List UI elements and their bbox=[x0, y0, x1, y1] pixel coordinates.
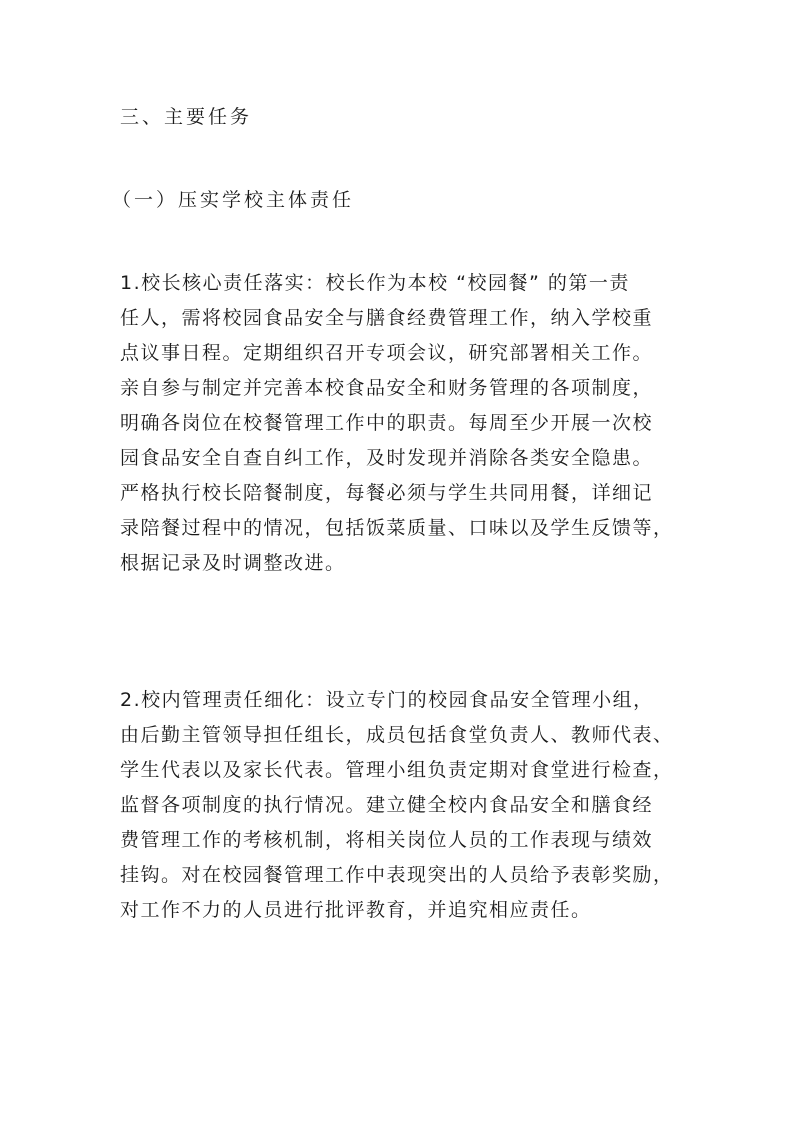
paragraph-line: 2.校内管理责任细化：设立专门的校园食品安全管理小组， bbox=[120, 689, 654, 711]
paragraph-line: 录陪餐过程中的情况，包括饭菜质量、口味以及学生反馈等， bbox=[120, 517, 674, 539]
paragraph-line: 监督各项制度的执行情况。建立健全校内食品安全和膳食经 bbox=[120, 794, 654, 816]
paragraph-line: 费管理工作的考核机制，将相关岗位人员的工作表现与绩效 bbox=[120, 829, 654, 851]
paragraph-line: 明确各岗位在校餐管理工作中的职责。每周至少开展一次校 bbox=[120, 412, 654, 434]
paragraph-line: 根据记录及时调整改进。 bbox=[120, 552, 346, 574]
paragraph-line: 对工作不力的人员进行批评教育，并追究相应责任。 bbox=[120, 899, 592, 921]
paragraph-line: 亲自参与制定并完善本校食品安全和财务管理的各项制度， bbox=[120, 377, 654, 399]
paragraph-line: 1.校长核心责任落实：校长作为本校 “校园餐” 的第一责 bbox=[120, 272, 630, 294]
section-heading: 三、主要任务 bbox=[120, 106, 253, 128]
paragraph-line: 严格执行校长陪餐制度，每餐必须与学生共同用餐，详细记 bbox=[120, 482, 654, 504]
paragraph-line: 园食品安全自查自纠工作，及时发现并消除各类安全隐患。 bbox=[120, 447, 654, 469]
paragraph-principal-responsibility bbox=[120, 266, 680, 581]
subsection-heading: （一）压实学校主体责任 bbox=[112, 189, 355, 211]
paragraph-internal-management bbox=[120, 683, 680, 928]
paragraph-line: 挂钩。对在校园餐管理工作中表现突出的人员给予表彰奖励， bbox=[120, 864, 674, 886]
paragraph-line: 任人，需将校园食品安全与膳食经费管理工作，纳入学校重 bbox=[120, 307, 654, 329]
paragraph-line: 点议事日程。定期组织召开专项会议，研究部署相关工作。 bbox=[120, 342, 654, 364]
paragraph-line: 学生代表以及家长代表。管理小组负责定期对食堂进行检查， bbox=[120, 759, 674, 781]
paragraph-line: 由后勤主管领导担任组长，成员包括食堂负责人、教师代表、 bbox=[120, 724, 674, 746]
